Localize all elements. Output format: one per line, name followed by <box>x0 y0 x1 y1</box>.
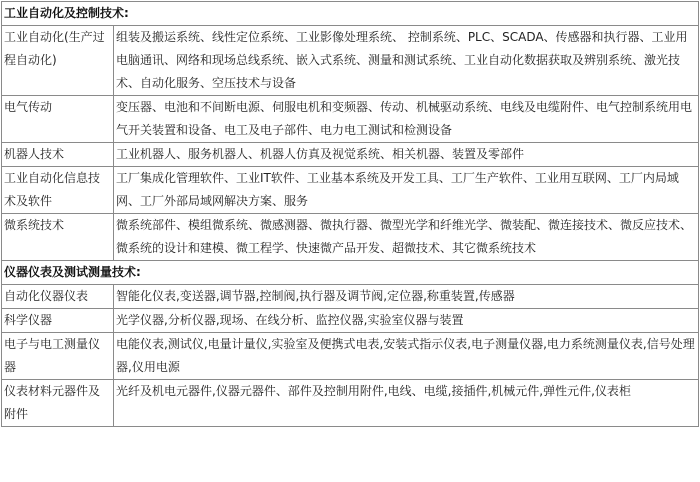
row-items: 光纤及机电元器件,仪器元器件、部件及控制用附件,电线、电缆,接插件,机械元件,弹性元件,仪表柜 <box>114 380 699 427</box>
table-row <box>2 143 699 167</box>
row-items: 工厂集成化管理软件、工业IT软件、工业基本系统及开发工具、工厂生产软件、工业用互联网、工厂内局域网、工厂外部局域网解决方案、服务 <box>114 167 699 214</box>
table-row <box>2 26 699 96</box>
section-header-row <box>2 261 699 285</box>
row-name: 工业自动化信息技术及软件 <box>2 167 114 214</box>
row-name: 科学仪器 <box>2 309 114 333</box>
row-items: 变压器、电池和不间断电源、伺服电机和变频器、传动、机械驱动系统、电线及电缆附件、电气控制系统用电气开关装置和设备、电工及电子部件、电力电工测试和检测设备 <box>114 96 699 143</box>
row-name: 仪表材料元器件及附件 <box>2 380 114 427</box>
section-title: 仪器仪表及测试测量技术: <box>2 261 699 285</box>
row-items: 工业机器人、服务机器人、机器人仿真及视觉系统、相关机器、装置及零部件 <box>114 143 699 167</box>
section-header-row <box>2 2 699 26</box>
row-items: 组装及搬运系统、线性定位系统、工业影像处理系统、 控制系统、PLC、SCADA、传感器和执行器、工业用电脑通讯、网络和现场总线系统、嵌入式系统、测量和测试系统、工业自动化数据获取及辨别系统、激光技术、自动化服务、空压技术与设备 <box>114 26 699 96</box>
row-items: 光学仪器,分析仪器,现场、在线分析、监控仪器,实验室仪器与装置 <box>114 309 699 333</box>
table-row <box>2 380 699 427</box>
row-name: 机器人技术 <box>2 143 114 167</box>
table-row <box>2 214 699 261</box>
row-name: 微系统技术 <box>2 214 114 261</box>
section-title: 工业自动化及控制技术: <box>2 2 699 26</box>
category-table <box>1 1 699 427</box>
row-items: 微系统部件、模组微系统、微感测器、微执行器、微型光学和纤维光学、微装配、微连接技术、微反应技术、微系统的设计和建模、微工程学、快速微产品开发、超微技术、其它微系统技术 <box>114 214 699 261</box>
table-row <box>2 167 699 214</box>
row-name: 电气传动 <box>2 96 114 143</box>
row-name: 自动化仪器仪表 <box>2 285 114 309</box>
table-row <box>2 309 699 333</box>
table-row <box>2 96 699 143</box>
row-items: 电能仪表,测试仪,电量计量仪,实验室及便携式电表,安装式指示仪表,电子测量仪器,电力系统测量仪表,信号处理器,仪用电源 <box>114 333 699 380</box>
table-row <box>2 285 699 309</box>
row-name: 工业自动化(生产过程自动化) <box>2 26 114 96</box>
table-row <box>2 333 699 380</box>
row-name: 电子与电工测量仪器 <box>2 333 114 380</box>
row-items: 智能化仪表,变送器,调节器,控制阀,执行器及调节阀,定位器,称重装置,传感器 <box>114 285 699 309</box>
